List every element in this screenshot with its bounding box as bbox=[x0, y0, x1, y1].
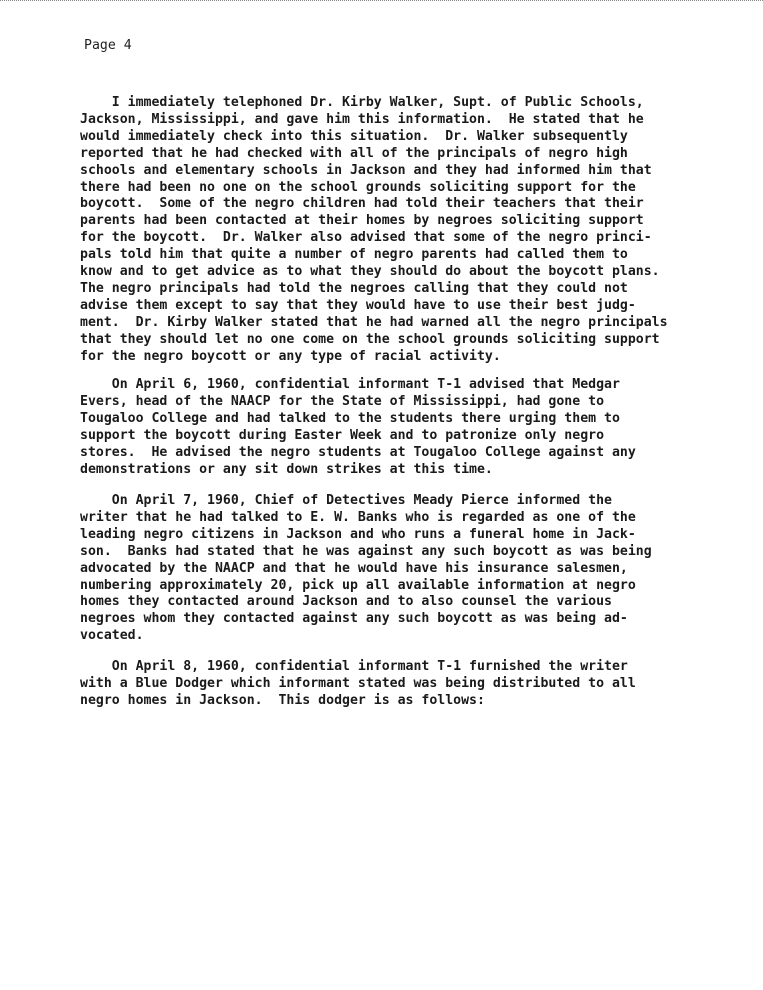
text-line: Tougaloo College and had talked to the students there urging them to bbox=[80, 410, 620, 426]
text-line: there had been no one on the school grounds soliciting support for the bbox=[80, 179, 636, 195]
text-line: for the negro boycott or any type of racial activity. bbox=[80, 348, 501, 364]
text-line: boycott. Some of the negro children had told their teachers that their bbox=[80, 196, 644, 212]
text-line: son. Banks had stated that he was against any such boycott as was being bbox=[80, 543, 652, 559]
text-line: that they should let no one come on the school grounds soliciting support bbox=[80, 331, 660, 347]
text-line: for the boycott. Dr. Walker also advised that some of the negro princi- bbox=[80, 230, 652, 246]
page-top-edge bbox=[0, 0, 763, 1]
text-line: advise them except to say that they would have to use their best judg- bbox=[80, 297, 636, 313]
page-number: Page 4 bbox=[84, 38, 132, 53]
text-line: vocated. bbox=[80, 628, 144, 644]
text-line: demonstrations or any sit down strikes at this time. bbox=[80, 461, 493, 477]
text-line: advocated by the NAACP and that he would have his insurance salesmen, bbox=[80, 560, 628, 576]
text-line: numbering approximately 20, pick up all available information at negro bbox=[80, 577, 636, 593]
text-line: Evers, head of the NAACP for the State of Mississippi, had gone to bbox=[80, 393, 605, 409]
text-line: stores. He advised the negro students at Tougaloo College against any bbox=[80, 444, 636, 460]
text-line: parents had been contacted at their homes by negroes soliciting support bbox=[80, 213, 644, 229]
text-line: On April 7, 1960, Chief of Detectives Meady Pierce informed the bbox=[80, 493, 612, 508]
text-line: negroes whom they contacted against any such boycott as was being ad- bbox=[80, 611, 628, 627]
text-line: pals told him that quite a number of negro parents had called them to bbox=[80, 247, 628, 263]
text-line: negro homes in Jackson. This dodger is as follows: bbox=[80, 692, 485, 708]
text-line: Jackson, Mississippi, and gave him this information. He stated that he bbox=[80, 111, 644, 127]
text-line: ment. Dr. Kirby Walker stated that he had warned all the negro principals bbox=[80, 314, 668, 330]
text-line: with a Blue Dodger which informant stated was being distributed to all bbox=[80, 675, 636, 691]
text-line: writer that he had talked to E. W. Banks who is regarded as one of the bbox=[80, 509, 636, 525]
text-line: homes they contacted around Jackson and to also counsel the various bbox=[80, 594, 612, 610]
text-line: know and to get advice as to what they should do about the boycott plans. bbox=[80, 264, 660, 279]
text-line: I immediately telephoned Dr. Kirby Walker, Supt. of Public Schools, bbox=[80, 95, 644, 110]
text-line: support the boycott during Easter Week and to patronize only negro bbox=[80, 427, 605, 443]
text-line: The negro principals had told the negroes calling that they could not bbox=[80, 280, 628, 296]
text-line: On April 8, 1960, confidential informant T-1 furnished the writer bbox=[80, 659, 628, 674]
text-line: schools and elementary schools in Jackson and they had informed him that bbox=[80, 162, 652, 178]
text-line: would immediately check into this situation. Dr. Walker subsequently bbox=[80, 128, 628, 144]
text-line: reported that he had checked with all of the principals of negro high bbox=[80, 145, 628, 161]
text-line: leading negro citizens in Jackson and who runs a funeral home in Jack- bbox=[80, 526, 636, 542]
text-line: On April 6, 1960, confidential informant T-1 advised that Medgar bbox=[80, 377, 620, 392]
